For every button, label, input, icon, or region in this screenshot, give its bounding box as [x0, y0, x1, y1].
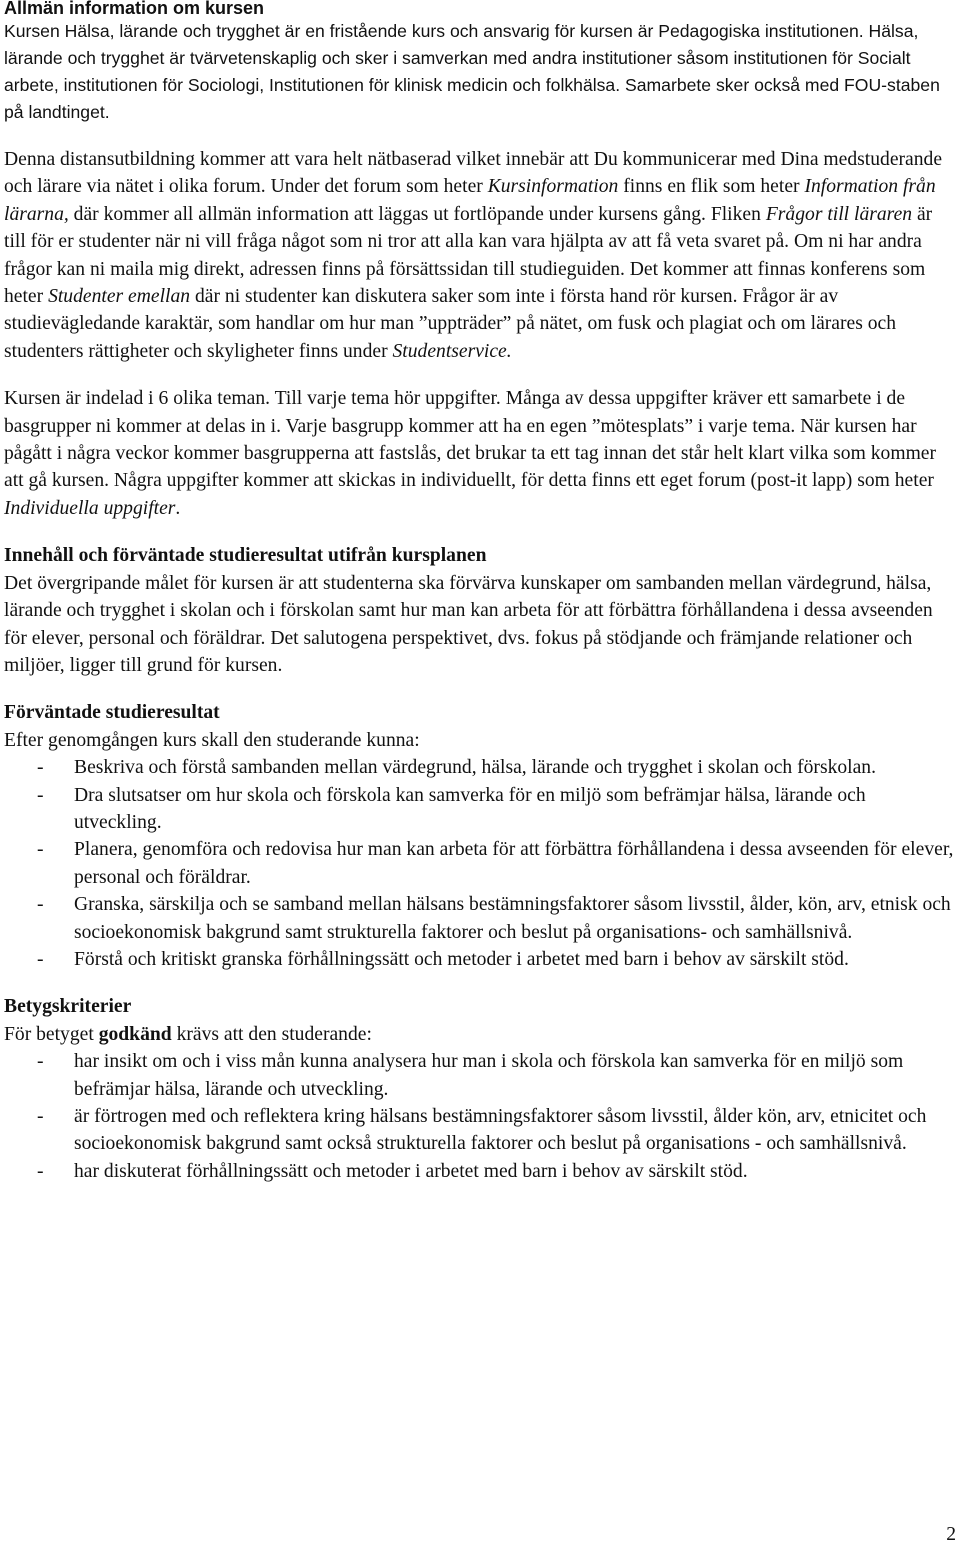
tab-name-information-fran-lararna: Information från lärarna, [4, 176, 936, 225]
heading-content-outcomes: Innehåll och förväntade studieresultat utifrån kursplanen [4, 545, 487, 567]
document-page [4, 0, 954, 1185]
list-item: - Granska, särskilja och se samband mellan hälsans bestämningsfaktorer såsom livsstil, ålder, kön, arv, etnisk och socioekonomisk bakgrund samt strukturella faktorer och beslut på organisations- och samhällsnivå. [37, 894, 951, 943]
forum-name-individuella-uppgifter: Individuella uppgifter [4, 497, 176, 519]
list-item: - Dra slutsatser om hur skola och förskola kan samverka för en miljö som befrämjar hälsa, lärande och utveckling. [37, 784, 866, 833]
list-item: - Förstå och kritiskt granska förhållningssätt och metoder i arbetet med barn i behov av särskilt stöd. [37, 948, 849, 970]
forum-name-kursinformation: Kursinformation [487, 176, 619, 198]
forum-name-studentservice: Studentservice. [392, 340, 512, 362]
list-item: - Beskriva och förstå sambanden mellan värdegrund, hälsa, lärande och trygghet i skolan och förskolan. [37, 757, 877, 779]
grade-godkand: godkänd [98, 1023, 172, 1045]
paragraph-distance-education: Denna distansutbildning kommer att vara helt nätbaserad vilket innebär att Du kommunicerar med Dina medstuderande och lärare via nätet i olika forum. Under det forum som heter Kursinformation finns en flik som heter Information från lärarna, där kommer all allmän information att läggas ut fortlöpande under kursens gång. Fliken Frågor till läraren är till för er studenter när ni vill fråga något som ni tror att alla kan vara hjälpta av att få veta svaret på. Om ni har andra frågor kan ni maila mig direkt, adressen finns på försättssidan till studieguiden. Det kommer att finnas konferens som heter Studenter emellan där ni studenter kan diskutera saker som inte i första hand rör kursen. Frågor är av studievägledande karaktär, som handlar om hur man ”uppträder” på nätet, om fusk och plagiat och om lärares och studenters rättigheter och skyligheter finns under Studentservice. [4, 149, 943, 362]
paragraph-course-themes: Kursen är indelad i 6 olika teman. Till varje tema hör uppgifter. Många av dessa uppgifter kräver ett samarbete i de basgrupper ni kommer at delas in i. Varje basgrupp kommer att ha en egen ”mötesplats” i varje tema. När kursen har pågått i några veckor kommer basgrupperna att fastslås, det brukar ta ett tag innan det står helt klart vilka som kommer att gå kursen. Några uppgifter kommer att skickas in individuellt, för detta finns ett eget forum (post-it lapp) som heter Individuella uppgifter. [4, 388, 937, 519]
list-item: - har diskuterat förhållningssätt och metoder i arbetet med barn i behov av särskilt stöd. [37, 1160, 748, 1182]
heading-general-info: Allmän information om kursen [4, 0, 265, 18]
paragraph-overall-goal: Det övergripande målet för kursen är att studenterna ska förvärva kunskaper om sambanden mellan värdegrund, hälsa, lärande och trygghet i skolan och i förskolan samt hur man kan arbeta för att förbättra förhållandena i dessa avseenden för elever, personal och föräldrar. Det salutogena perspektivet, dvs. fokus på stödjande och främjande relationer och miljöer, ligger till grund för kursen. [4, 572, 933, 676]
conference-name-studenter-emellan: Studenter emellan [48, 286, 191, 308]
heading-grading-criteria: Betygskriterier [4, 996, 132, 1018]
list-item: - har insikt om och i viss mån kunna analysera hur man i skola och förskola kan samverka för en miljö som befrämjar hälsa, lärande och utveckling. [37, 1051, 904, 1100]
paragraph-course-intro: Kursen Hälsa, lärande och trygghet är en fristående kurs och ansvarig för kursen är Pedagogiska institutionen. Hälsa, lärande och trygghet är tvärvetenskaplig och sker i samverkan med andra institutioner såsom institutionen för Socialt arbete, institutionen för Sociologi, Institutionen för klinisk medicin och folkhälsa. Samarbete sker också med FOU-staben på landtinget. [4, 21, 940, 122]
tab-name-fragor-till-lararen: Frågor till läraren [765, 203, 913, 225]
grading-criteria-list [4, 1048, 954, 1185]
grading-criteria-intro: För betyget godkänd krävs att den studerande: [4, 1023, 372, 1045]
expected-outcomes-list [4, 754, 954, 973]
expected-outcomes-intro: Efter genomgången kurs skall den studerande kunna: [4, 729, 420, 751]
list-item: - Planera, genomföra och redovisa hur man kan arbeta för att förbättra förhållandena i dessa avseenden för elever, personal och föräldrar. [37, 839, 954, 888]
heading-expected-outcomes: Förväntade studieresultat [4, 702, 220, 724]
list-item: - är förtrogen med och reflektera kring hälsans bestämningsfaktorer såsom livsstil, ålder kön, arv, etnicitet och socioekonomisk bakgrund samt också strukturella faktorer och beslut på organisations - och samhällsnivå. [37, 1106, 927, 1155]
page-number: 2 [946, 1524, 956, 1545]
